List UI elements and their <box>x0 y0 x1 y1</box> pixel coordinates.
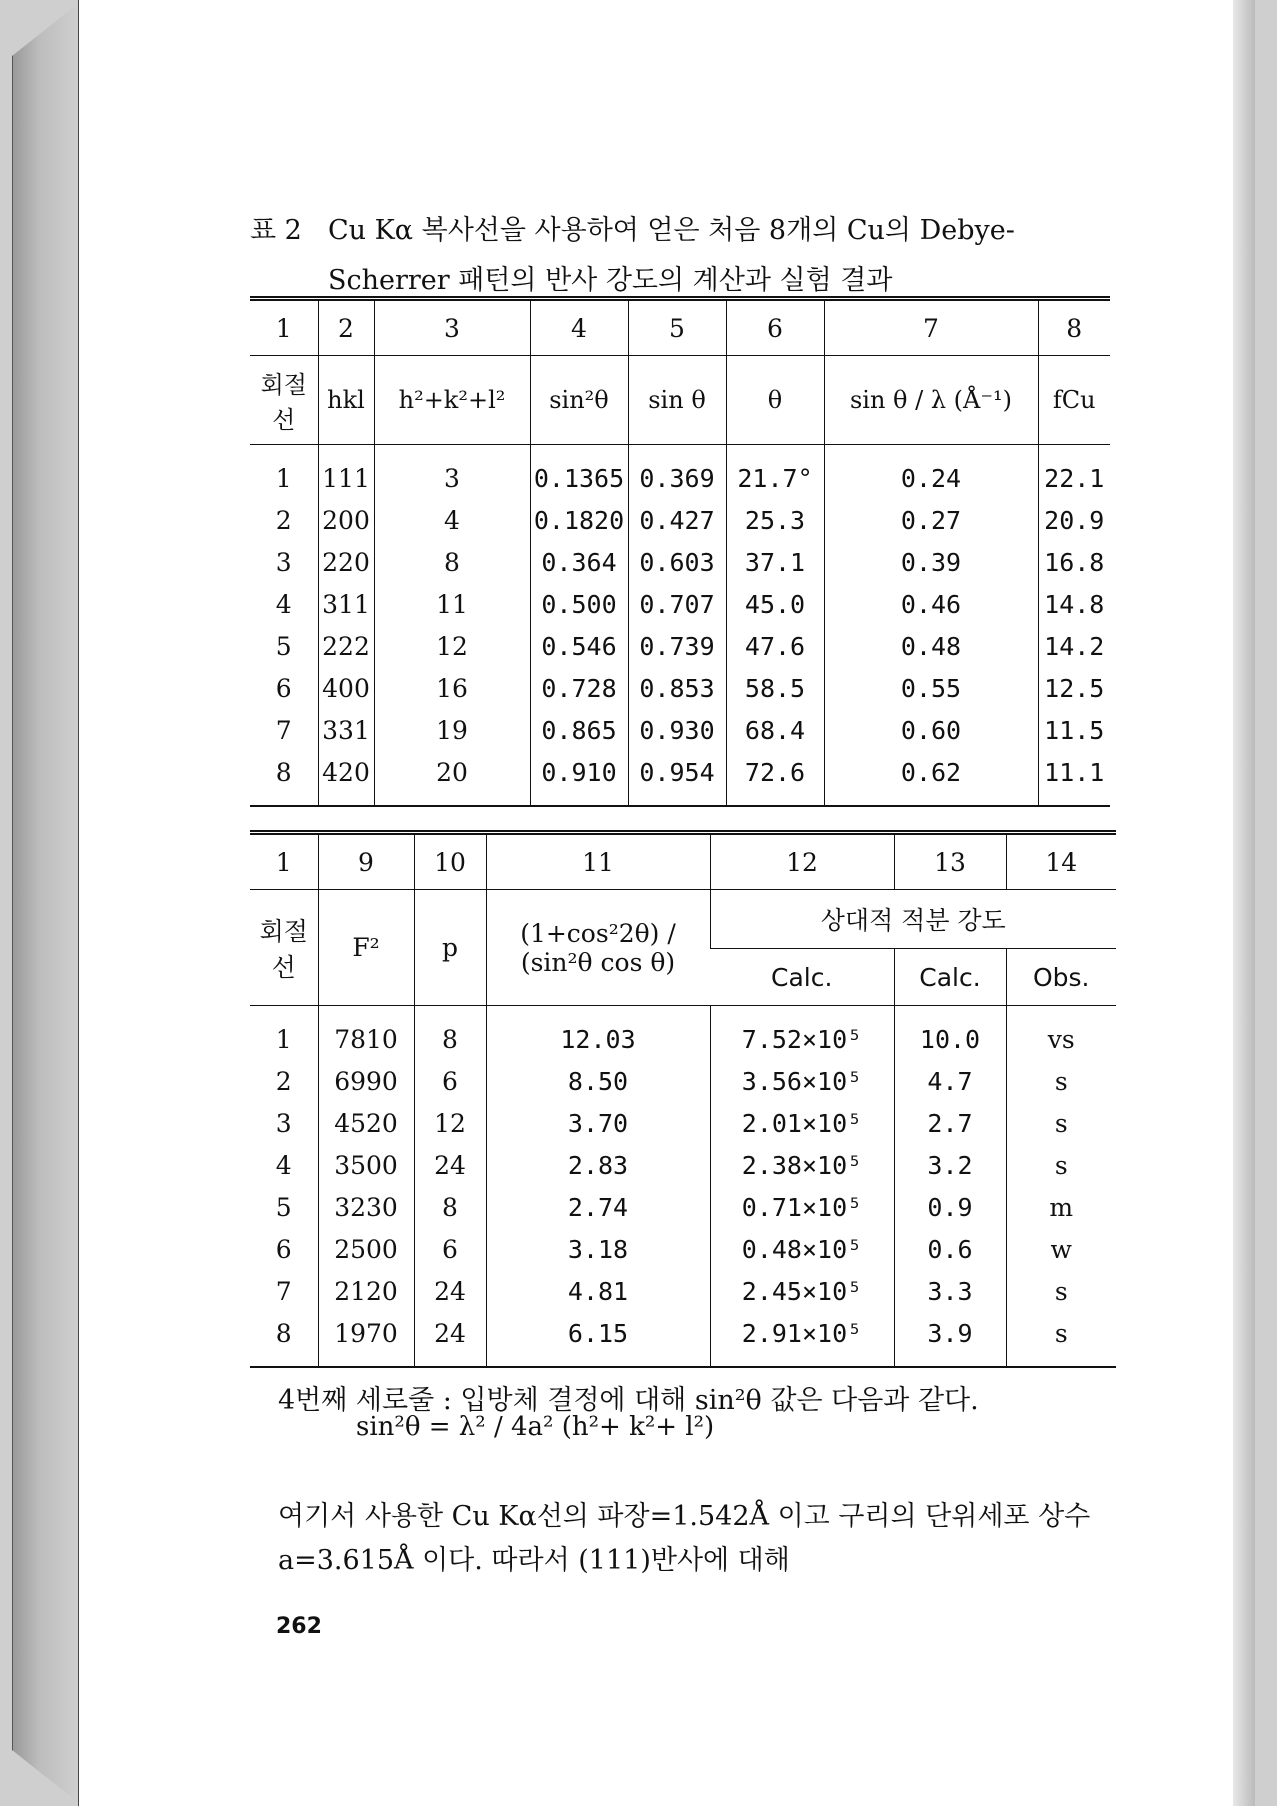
table-cell: 2.01×10⁵ <box>710 1102 894 1144</box>
column-number: 2 <box>318 299 374 356</box>
table-cell: 0.48×10⁵ <box>710 1228 894 1270</box>
column-header: h²+k²+l² <box>374 356 530 445</box>
table-cell: 200 <box>318 499 374 541</box>
column-number: 8 <box>1038 299 1110 356</box>
table-cell: 19 <box>374 709 530 751</box>
table-cell: s <box>1006 1102 1116 1144</box>
table-cell: 2.83 <box>486 1144 710 1186</box>
body-line-3: a=3.615Å 이다. 따라서 (111)반사에 대해 <box>278 1545 790 1576</box>
table-cell: 1 <box>275 463 292 493</box>
table-cell: 0.55 <box>824 667 1038 709</box>
table-cell: 6.15 <box>486 1312 710 1354</box>
body-line-2: 여기서 사용한 Cu Kα선의 파장=1.542Å 이고 구리의 단위세포 상수 <box>278 1501 1091 1532</box>
table-row <box>250 1270 1116 1312</box>
table-cell: 6 <box>414 1228 486 1270</box>
spacer-cell <box>824 445 1038 458</box>
column-number: 1 <box>250 833 318 890</box>
spacer-cell <box>250 445 318 458</box>
group-header: 상대적 적분 강도 <box>710 890 1116 949</box>
column-header: 회절선 <box>250 356 318 445</box>
spacer-cell <box>374 793 530 806</box>
table-row <box>250 583 1110 625</box>
table-cell: 12.03 <box>486 1018 710 1060</box>
spacer-row <box>250 445 1110 458</box>
table-cell: 11 <box>374 583 530 625</box>
table-cell: 4 <box>275 1150 292 1180</box>
table-cell: 3 <box>275 1108 292 1138</box>
spacer-cell <box>530 793 628 806</box>
spacer-row <box>250 793 1110 806</box>
table-cell: 0.739 <box>628 625 726 667</box>
spacer-cell <box>726 793 824 806</box>
table-row <box>250 625 1110 667</box>
table-cell: 7 <box>275 715 292 745</box>
body-line-1: 4번째 세로줄 : 입방체 결정에 대해 sin²θ 값은 다음과 같다. <box>278 1385 979 1416</box>
table-cell: 0.46 <box>824 583 1038 625</box>
table-cell: 11.5 <box>1038 709 1110 751</box>
table-cell: 0.364 <box>530 541 628 583</box>
table-cell: 4520 <box>318 1102 414 1144</box>
table-cell: 2.38×10⁵ <box>710 1144 894 1186</box>
table-cell: 0.427 <box>628 499 726 541</box>
table-cell: 0.1820 <box>530 499 628 541</box>
table-cell: 0.369 <box>628 457 726 499</box>
column-header: fCu <box>1038 356 1110 445</box>
column-header: sin θ <box>628 356 726 445</box>
spacer-cell <box>710 1006 894 1019</box>
column-number: 4 <box>530 299 628 356</box>
table-cell: 16.8 <box>1038 541 1110 583</box>
table-cell: 6 <box>275 673 292 703</box>
column-number: 1 <box>250 299 318 356</box>
table-cell: vs <box>1006 1018 1116 1060</box>
table-cell: 0.728 <box>530 667 628 709</box>
spacer-cell <box>486 1006 710 1019</box>
spacer-cell <box>530 445 628 458</box>
table-cell: 5 <box>275 631 292 661</box>
table-cell: 45.0 <box>726 583 824 625</box>
table-cell: 0.60 <box>824 709 1038 751</box>
table-cell: 0.500 <box>530 583 628 625</box>
table-cell: 0.603 <box>628 541 726 583</box>
table-cell: 0.865 <box>530 709 628 751</box>
table-cell: s <box>1006 1270 1116 1312</box>
column-header: sin θ / λ (Å⁻¹) <box>824 356 1038 445</box>
table-cell: 3 <box>275 547 292 577</box>
spacer-cell <box>486 1354 710 1367</box>
table-cell: 331 <box>318 709 374 751</box>
spacer-cell <box>628 445 726 458</box>
table-cell: 1 <box>275 1024 292 1054</box>
spacer-cell <box>710 1354 894 1367</box>
spacer-cell <box>1006 1006 1116 1019</box>
book-spine <box>12 2 80 1804</box>
table-cell: 47.6 <box>726 625 824 667</box>
table-cell: 3.9 <box>894 1312 1006 1354</box>
table-cell: 14.8 <box>1038 583 1110 625</box>
table-cell: m <box>1006 1186 1116 1228</box>
column-number-row <box>250 833 1116 890</box>
column-number: 13 <box>894 833 1006 890</box>
sub-header: Calc. <box>894 949 1006 1006</box>
table-cell: s <box>1006 1144 1116 1186</box>
table-cell: 0.24 <box>824 457 1038 499</box>
table-cell: 3230 <box>318 1186 414 1228</box>
table-cell: 0.546 <box>530 625 628 667</box>
column-header: θ <box>726 356 824 445</box>
table-cell: 25.3 <box>726 499 824 541</box>
table-cell: 10.0 <box>894 1018 1006 1060</box>
table-cell: 24 <box>414 1144 486 1186</box>
spacer-cell <box>1038 445 1110 458</box>
spacer-cell <box>374 445 530 458</box>
table-cell: 420 <box>318 751 374 793</box>
table-cell: w <box>1006 1228 1116 1270</box>
table-row <box>250 499 1110 541</box>
sub-header: Obs. <box>1006 949 1116 1006</box>
column-number: 12 <box>710 833 894 890</box>
table-cell: s <box>1006 1060 1116 1102</box>
column-header-row <box>250 890 1116 949</box>
table-row <box>250 667 1110 709</box>
table-cell: 3.56×10⁵ <box>710 1060 894 1102</box>
spacer-cell <box>250 1354 318 1367</box>
spacer-cell <box>318 793 374 806</box>
caption-text: Cu Kα 복사선을 사용하여 얻은 처음 8개의 Cu의 Debye-Scherrer 패턴의 반사 강도의 계산과 실험 결과 <box>328 215 1015 296</box>
column-number: 9 <box>318 833 414 890</box>
column-header: 회절선 <box>250 890 318 1006</box>
spacer-cell <box>726 445 824 458</box>
column-header: p <box>414 890 486 1006</box>
column-number: 6 <box>726 299 824 356</box>
table-row <box>250 457 1110 499</box>
table-cell: s <box>1006 1312 1116 1354</box>
table-cell: 8 <box>275 1318 292 1348</box>
spacer-cell <box>318 1006 414 1019</box>
table-cell: 58.5 <box>726 667 824 709</box>
spacer-cell <box>824 793 1038 806</box>
table-cell: 0.930 <box>628 709 726 751</box>
table-cell: 68.4 <box>726 709 824 751</box>
table-cell: 0.1365 <box>530 457 628 499</box>
sub-header: Calc. <box>710 949 894 1006</box>
spacer-cell <box>250 1006 318 1019</box>
table-cell: 4.81 <box>486 1270 710 1312</box>
column-header: sin²θ <box>530 356 628 445</box>
table-row <box>250 1102 1116 1144</box>
spacer-cell <box>628 793 726 806</box>
spacer-cell <box>894 1006 1006 1019</box>
column-header-row <box>250 356 1110 445</box>
table-cell: 0.707 <box>628 583 726 625</box>
table-row <box>250 541 1110 583</box>
spacer-cell <box>414 1354 486 1367</box>
table-cell: 6 <box>275 1234 292 1264</box>
table-cell: 20.9 <box>1038 499 1110 541</box>
table-cell: 5 <box>275 1192 292 1222</box>
table-cell: 3 <box>374 457 530 499</box>
column-number: 3 <box>374 299 530 356</box>
table-cell: 22.1 <box>1038 457 1110 499</box>
table-cell: 2.91×10⁵ <box>710 1312 894 1354</box>
table-cell: 7 <box>275 1276 292 1306</box>
table-cell: 3500 <box>318 1144 414 1186</box>
spacer-cell <box>250 793 318 806</box>
spacer-cell <box>1038 793 1110 806</box>
table-cell: 0.71×10⁵ <box>710 1186 894 1228</box>
table-cell: 8 <box>374 541 530 583</box>
table-row <box>250 1144 1116 1186</box>
spacer-cell <box>318 1354 414 1367</box>
table-bottom <box>250 830 1116 1368</box>
column-number-row <box>250 299 1110 356</box>
table-cell: 0.853 <box>628 667 726 709</box>
table-cell: 400 <box>318 667 374 709</box>
table-cell: 0.954 <box>628 751 726 793</box>
table-cell: 2.74 <box>486 1186 710 1228</box>
table-cell: 1970 <box>318 1312 414 1354</box>
table-row <box>250 1228 1116 1270</box>
table-cell: 0.39 <box>824 541 1038 583</box>
spacer-cell <box>1006 1354 1116 1367</box>
table-cell: 20 <box>374 751 530 793</box>
spacer-cell <box>894 1354 1006 1367</box>
column-number: 7 <box>824 299 1038 356</box>
spacer-cell <box>414 1006 486 1019</box>
table-cell: 4 <box>275 589 292 619</box>
table-cell: 11.1 <box>1038 751 1110 793</box>
column-number: 10 <box>414 833 486 890</box>
table-cell: 8 <box>275 757 292 787</box>
table-cell: 0.27 <box>824 499 1038 541</box>
column-header: (1+cos²2θ) / (sin²θ cos θ) <box>486 890 710 1006</box>
table-cell: 12 <box>374 625 530 667</box>
table-cell: 8 <box>414 1018 486 1060</box>
table-cell: 3.18 <box>486 1228 710 1270</box>
table-cell: 2120 <box>318 1270 414 1312</box>
table-row <box>250 751 1110 793</box>
table-cell: 2 <box>275 505 292 535</box>
spacer-row <box>250 1354 1116 1367</box>
column-header: hkl <box>318 356 374 445</box>
table-top <box>250 296 1110 807</box>
page-edge-shadow <box>1233 0 1255 1806</box>
table-row <box>250 1018 1116 1060</box>
table-cell: 111 <box>318 457 374 499</box>
table-cell: 4 <box>374 499 530 541</box>
table-cell: 8.50 <box>486 1060 710 1102</box>
table-row <box>250 1186 1116 1228</box>
table-cell: 311 <box>318 583 374 625</box>
table-cell: 12.5 <box>1038 667 1110 709</box>
table-row <box>250 1312 1116 1354</box>
table-row <box>250 1060 1116 1102</box>
table-cell: 24 <box>414 1270 486 1312</box>
table-cell: 2.45×10⁵ <box>710 1270 894 1312</box>
table-cell: 222 <box>318 625 374 667</box>
table-cell: 0.62 <box>824 751 1038 793</box>
table-cell: 3.3 <box>894 1270 1006 1312</box>
table-cell: 14.2 <box>1038 625 1110 667</box>
table-cell: 2500 <box>318 1228 414 1270</box>
column-number: 14 <box>1006 833 1116 890</box>
table-cell: 21.7° <box>726 457 824 499</box>
table-cell: 37.1 <box>726 541 824 583</box>
caption-number: 표 2 <box>250 215 302 246</box>
spacer-row <box>250 1006 1116 1019</box>
table-cell: 2 <box>275 1066 292 1096</box>
table-cell: 24 <box>414 1312 486 1354</box>
column-number: 11 <box>486 833 710 890</box>
table-cell: 0.48 <box>824 625 1038 667</box>
table-cell: 4.7 <box>894 1060 1006 1102</box>
table-cell: 0.910 <box>530 751 628 793</box>
table-cell: 3.2 <box>894 1144 1006 1186</box>
formula: sin²θ = λ² / 4a² (h²+ k²+ l²) <box>356 1412 715 1442</box>
table-cell: 3.70 <box>486 1102 710 1144</box>
table-row <box>250 709 1110 751</box>
table-cell: 6990 <box>318 1060 414 1102</box>
page-number: 262 <box>276 1614 322 1639</box>
table-cell: 7.52×10⁵ <box>710 1018 894 1060</box>
table-cell: 0.6 <box>894 1228 1006 1270</box>
column-header: F² <box>318 890 414 1006</box>
table-cell: 0.9 <box>894 1186 1006 1228</box>
table-cell: 72.6 <box>726 751 824 793</box>
table-cell: 6 <box>414 1060 486 1102</box>
table-cell: 220 <box>318 541 374 583</box>
column-number: 5 <box>628 299 726 356</box>
table-cell: 16 <box>374 667 530 709</box>
table-cell: 8 <box>414 1186 486 1228</box>
spacer-cell <box>318 445 374 458</box>
table-cell: 2.7 <box>894 1102 1006 1144</box>
table-cell: 12 <box>414 1102 486 1144</box>
table-cell: 7810 <box>318 1018 414 1060</box>
